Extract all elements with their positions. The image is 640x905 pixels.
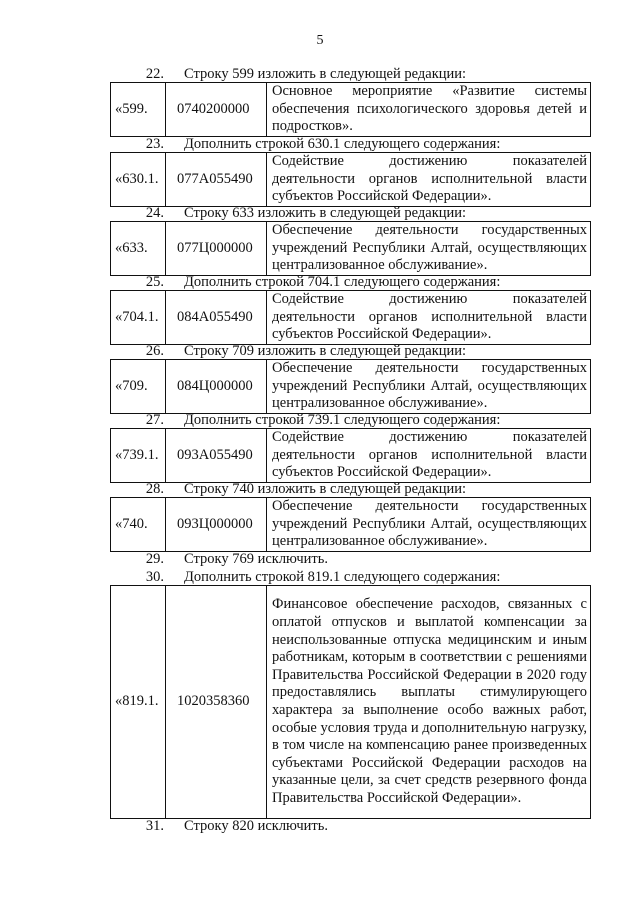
- amendment-item-25: [110, 274, 590, 291]
- amendment-item-29: [110, 551, 590, 568]
- amendment-item-28: [110, 481, 590, 498]
- item-text: Дополнить строкой 739.1 следующего содержания:: [184, 412, 501, 428]
- row-number: «739.1.: [111, 429, 166, 483]
- item-text: Дополнить строкой 630.1 следующего содержания:: [184, 136, 501, 152]
- row-code: 093А055490: [166, 429, 267, 483]
- amendment-table-704-1: [110, 290, 591, 345]
- item-number: 27.: [145, 412, 164, 428]
- table-row: [111, 586, 591, 819]
- row-number: «633.: [111, 222, 166, 276]
- item-number: 28.: [145, 481, 164, 497]
- item-text: Строку 599 изложить в следующей редакции:: [184, 66, 467, 82]
- row-code: 093Ц000000: [166, 498, 267, 552]
- row-description: Обеспечение деятельности государственных учреждений Республики Алтай, осуществляющих централизованное обслуживание».: [267, 360, 591, 414]
- amendment-item-22: [110, 66, 590, 83]
- row-description: Содействие достижению показателей деятельности органов исполнительной власти субъектов Российской Федерации».: [267, 153, 591, 207]
- row-description: Финансовое обеспечение расходов, связанных с оплатой отпусков и выплатой компенсации за неиспользованные отпуска медицинским и иным работникам, которым в соответствии с решениями Правительства Российской Федерации в 2020 году предоставлялись выплаты стимулирующего характера за выполнение особо важных работ, особые условия труда и дополнительную нагрузку, в том числе на компенсацию ранее произведенных субъектами Российской Федерации расходов на указанные цели, за счет средств резервного фонда Правительства Российской Федерации».: [267, 586, 591, 819]
- table-row: [111, 360, 591, 414]
- item-text: Строку 740 изложить в следующей редакции:: [184, 481, 467, 497]
- row-number: «740.: [111, 498, 166, 552]
- item-number: 24.: [145, 205, 164, 221]
- amendment-table-599: [110, 82, 591, 137]
- amendment-item-24: [110, 205, 590, 222]
- item-text: Строку 709 изложить в следующей редакции:: [184, 343, 467, 359]
- row-code: 0740200000: [166, 83, 267, 137]
- table-row: [111, 83, 591, 137]
- table-row: [111, 222, 591, 276]
- row-code: 084А055490: [166, 291, 267, 345]
- item-number: 30.: [145, 569, 164, 585]
- row-description: Обеспечение деятельности государственных учреждений Республики Алтай, осуществляющих централизованное обслуживание».: [267, 498, 591, 552]
- item-number: 25.: [145, 274, 164, 290]
- row-description: Обеспечение деятельности государственных учреждений Республики Алтай, осуществляющих централизованное обслуживание».: [267, 222, 591, 276]
- table-row: [111, 153, 591, 207]
- item-number: 22.: [145, 66, 164, 82]
- item-number: 29.: [145, 551, 164, 567]
- row-description: Основное мероприятие «Развитие системы обеспечения психологического здоровья детей и подростков».: [267, 83, 591, 137]
- item-text: Дополнить строкой 819.1 следующего содержания:: [184, 569, 501, 585]
- amendment-item-30: [110, 569, 590, 586]
- item-number: 23.: [145, 136, 164, 152]
- row-code: 077А055490: [166, 153, 267, 207]
- amendment-table-739-1: [110, 428, 591, 483]
- item-text: Строку 820 исключить.: [184, 818, 328, 834]
- row-code: 1020358360: [166, 586, 267, 819]
- item-number: 31.: [145, 818, 164, 834]
- amendment-item-31: [110, 818, 590, 835]
- amendment-table-740: [110, 497, 591, 552]
- amendment-item-26: [110, 343, 590, 360]
- item-number: 26.: [145, 343, 164, 359]
- amendment-table-709: [110, 359, 591, 414]
- page-number: 5: [316, 33, 324, 48]
- amendment-table-630-1: [110, 152, 591, 207]
- table-row: [111, 429, 591, 483]
- row-number: «630.1.: [111, 153, 166, 207]
- item-text: Строку 633 изложить в следующей редакции:: [184, 205, 467, 221]
- row-description: Содействие достижению показателей деятельности органов исполнительной власти субъектов Российской Федерации».: [267, 291, 591, 345]
- table-row: [111, 291, 591, 345]
- amendment-table-633: [110, 221, 591, 276]
- row-number: «819.1.: [111, 586, 166, 819]
- amendment-item-27: [110, 412, 590, 429]
- row-code: 077Ц000000: [166, 222, 267, 276]
- item-text: Строку 769 исключить.: [184, 551, 328, 567]
- row-number: «599.: [111, 83, 166, 137]
- row-description: Содействие достижению показателей деятельности органов исполнительной власти субъектов Российской Федерации».: [267, 429, 591, 483]
- item-text: Дополнить строкой 704.1 следующего содержания:: [184, 274, 501, 290]
- row-code: 084Ц000000: [166, 360, 267, 414]
- row-number: «704.1.: [111, 291, 166, 345]
- amendment-item-23: [110, 136, 590, 153]
- row-number: «709.: [111, 360, 166, 414]
- table-row: [111, 498, 591, 552]
- amendment-table-819-1: [110, 585, 591, 819]
